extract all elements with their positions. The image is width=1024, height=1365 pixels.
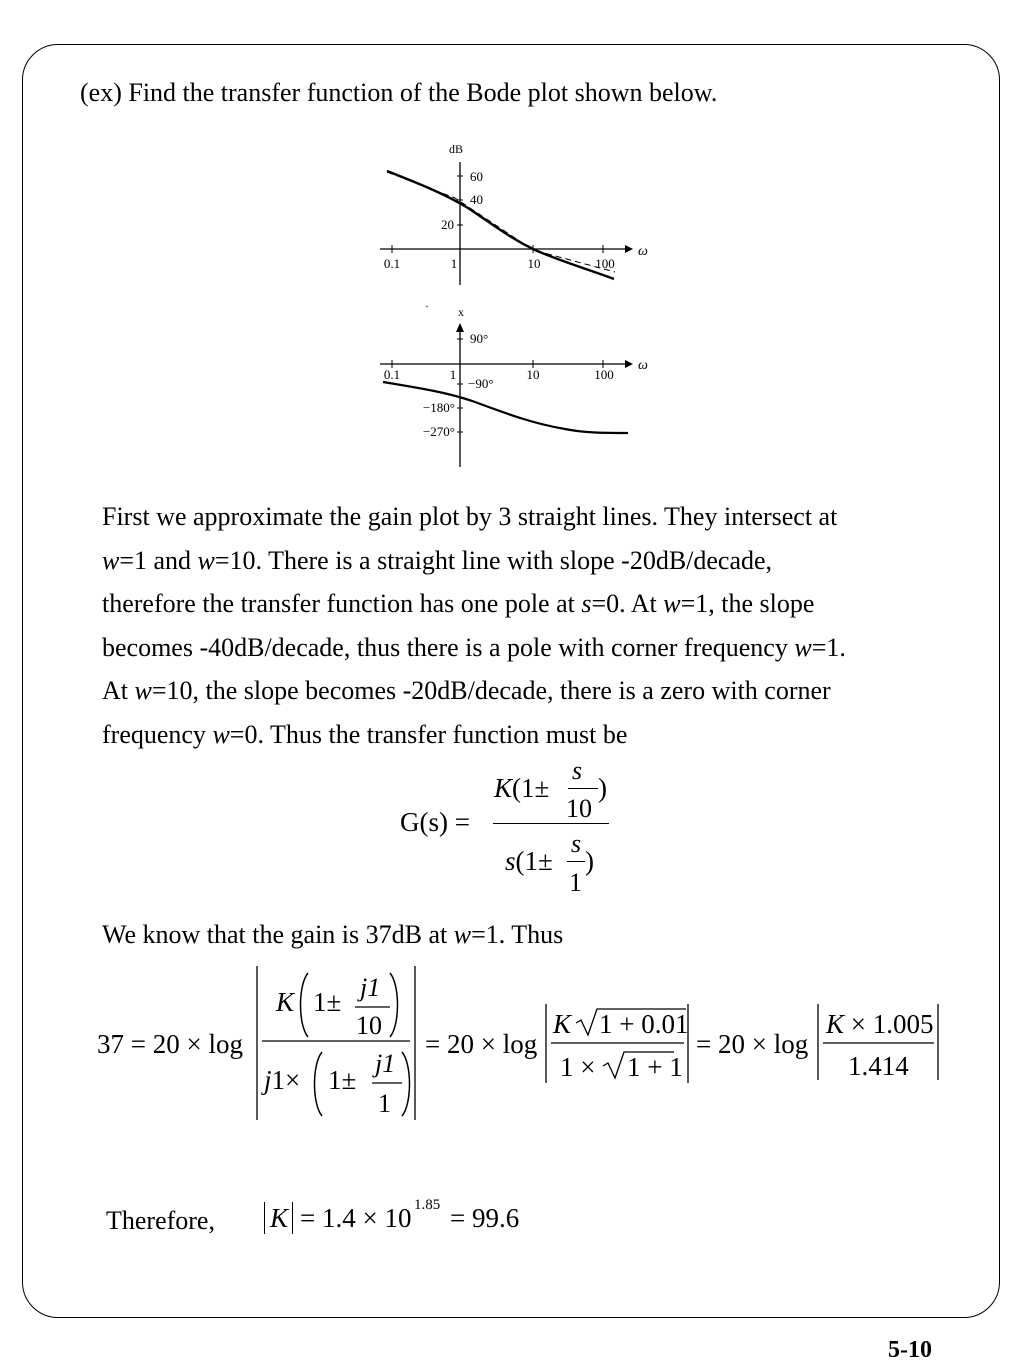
therefore-rhs-b: = 99.6 xyxy=(450,1203,520,1233)
explanation-paragraph xyxy=(102,495,992,757)
eq2-f3-top: K × 1.005 xyxy=(826,1009,934,1039)
therefore-exponent: 1.85 xyxy=(414,1197,441,1213)
para-line-5: At w=10, the slope becomes -20dB/decade, there is a zero with corner xyxy=(102,676,831,706)
phase-y-tick-minus90: −90° xyxy=(468,376,494,391)
eq2-f2-bot-rad: 1 + 1 xyxy=(627,1052,683,1082)
eq2-f3-bot: 1.414 xyxy=(848,1051,909,1081)
gain-equation xyxy=(90,962,950,1127)
phase-x-tick-0.1: 0.1 xyxy=(383,367,401,382)
eq2-den-b: 1± xyxy=(328,1065,357,1095)
eq2-den-bot: 1 xyxy=(378,1089,391,1118)
eq2-mid: = 20 × log xyxy=(425,1029,538,1059)
eq2-num-k: K xyxy=(276,987,295,1017)
gain-x-tick-10: 10 xyxy=(527,256,541,271)
eq1-num-fracbar xyxy=(568,788,598,789)
phase-plot xyxy=(380,323,648,467)
gain-x-tick-0.1: 0.1 xyxy=(383,256,401,271)
therefore-k: K xyxy=(270,1203,289,1233)
phase-y-tick-90: 90° xyxy=(470,331,489,346)
eq2-f2-k: K xyxy=(553,1009,572,1039)
problem-statement: (ex) Find the transfer function of the Bode plot shown below. xyxy=(80,78,718,107)
phase-y-arrow xyxy=(456,323,464,332)
gain-y-unit: dB xyxy=(448,142,464,156)
eq2-den-top: j1 xyxy=(375,1049,396,1078)
para-line-4: becomes -40dB/decade, thus there is a pole with corner frequency w=1. xyxy=(102,632,846,662)
eq2-den-a: j1× xyxy=(264,1065,301,1095)
gain-plot xyxy=(380,142,648,285)
eq1-num-frac-bot: 10 xyxy=(566,794,592,823)
eq1-den-frac-bot: 1 xyxy=(569,868,582,897)
para-line-2: w=1 and w=10. There is a straight line with slope -20dB/decade, xyxy=(102,545,773,575)
eq1-den-fracbar xyxy=(567,861,585,862)
phase-y-tick-minus180: −180° xyxy=(422,400,455,415)
gain-x-symbol: ω xyxy=(638,244,648,259)
eq2-mid2: = 20 × log xyxy=(696,1029,809,1059)
phase-curve xyxy=(383,382,628,433)
phase-x-tick-100: 100 xyxy=(594,367,614,382)
eq2-f2-bot-a: 1 × xyxy=(560,1052,596,1082)
eq2-num-a: 1± xyxy=(313,987,342,1017)
gain-y-tick-60: 60 xyxy=(470,169,483,184)
eq2-num-bot: 10 xyxy=(356,1011,382,1040)
stray-mark: x xyxy=(458,305,464,319)
gain-statement: We know that the gain is 37dB at w=1. Thus xyxy=(102,920,564,949)
eq1-denominator: s(1± xyxy=(505,846,553,876)
eq1-num-close: ) xyxy=(598,773,607,803)
eq1-main-fracbar xyxy=(493,823,609,824)
eq1-den-close: ) xyxy=(585,846,594,876)
stray-mark: ` xyxy=(425,303,429,317)
eq2-lhs: 37 = 20 × log xyxy=(97,1029,243,1059)
eq1-numerator: K(1± xyxy=(494,773,550,803)
therefore-label: Therefore, xyxy=(106,1206,215,1235)
eq2-num-top: j1 xyxy=(360,973,381,1002)
bode-plot-figure xyxy=(370,138,660,473)
gain-x-tick-1: 1 xyxy=(450,256,458,271)
gain-y-tick-40: 40 xyxy=(470,192,483,207)
eq1-num-frac-top: s xyxy=(572,756,583,785)
para-line-3: therefore the transfer function has one pole at s=0. At w=1, the slope xyxy=(102,589,815,619)
gain-asymptotes xyxy=(387,172,615,272)
para-line-1: First we approximate the gain plot by 3 straight lines. They intersect at xyxy=(102,502,838,531)
page-number: 5-10 xyxy=(888,1337,932,1363)
eq1-lhs: G(s) = xyxy=(400,807,470,837)
gain-y-tick-20: 20 xyxy=(441,217,454,232)
phase-y-tick-minus270: −270° xyxy=(422,424,455,439)
phase-x-tick-1: 1 xyxy=(449,367,457,382)
eq2-f2-top-rad: 1 + 0.01 xyxy=(599,1009,689,1039)
gain-x-tick-100: 100 xyxy=(595,256,615,271)
eq1-den-frac-top: s xyxy=(571,829,582,858)
phase-x-arrow xyxy=(625,360,633,368)
phase-x-symbol: ω xyxy=(638,358,648,373)
gain-x-arrow xyxy=(625,245,633,253)
para-line-6: frequency w=0. Thus the transfer function must be xyxy=(102,719,628,749)
therefore-rhs-a: = 1.4 × 10 xyxy=(300,1203,412,1233)
phase-x-tick-10: 10 xyxy=(526,367,540,382)
